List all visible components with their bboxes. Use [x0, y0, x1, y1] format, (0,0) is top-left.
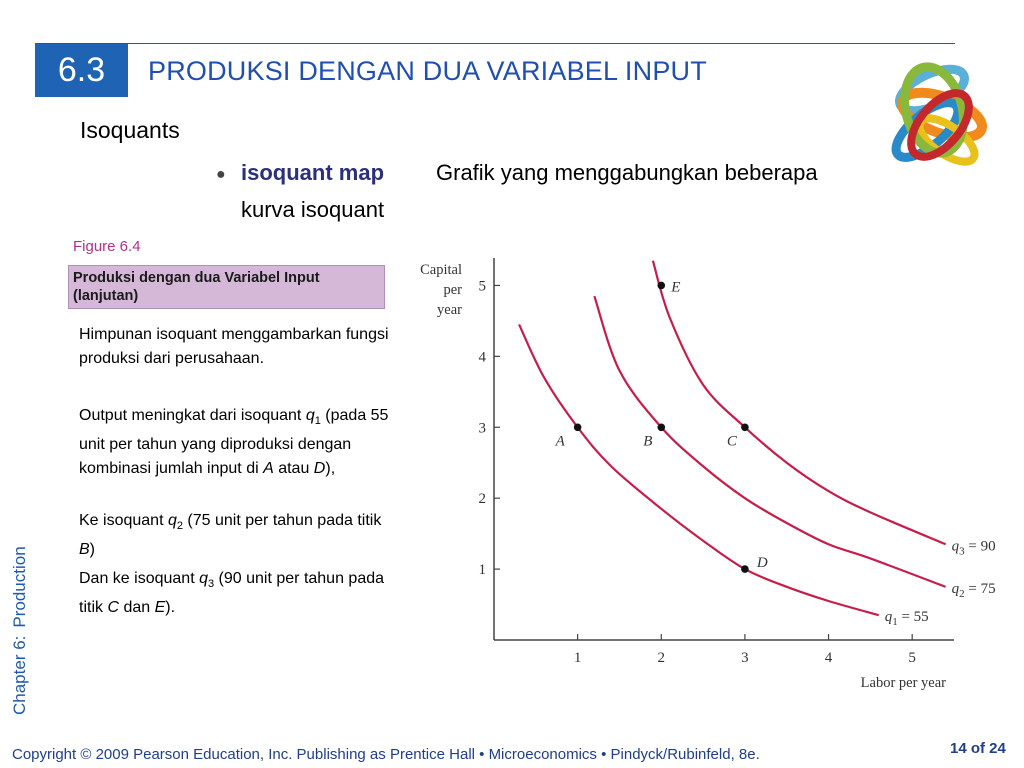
- p2-a: Output meningkat dari isoquant: [79, 407, 306, 424]
- figure-caption-line2: (lanjutan): [73, 288, 139, 304]
- subtitle: Isoquants: [80, 117, 180, 143]
- slide-title: PRODUKSI DENGAN DUA VARIABEL INPUT: [148, 56, 707, 86]
- p3-i1: B: [79, 541, 90, 559]
- figure-caption: [68, 265, 385, 309]
- p2-c: atau: [273, 460, 314, 478]
- y-tick-label: 2: [478, 491, 486, 508]
- chapter-side-label: [10, 546, 30, 715]
- p3-sub: 2: [176, 520, 183, 533]
- bullet-definition-cont: kurva isoquant: [241, 197, 385, 222]
- y-axis-label: year: [437, 302, 462, 318]
- point-label-D: D: [756, 555, 768, 572]
- p4-a: Dan ke isoquant: [79, 570, 200, 587]
- bullet-term: isoquant map: [241, 160, 385, 185]
- curve-label-q2: $q_2 = 75$: [951, 580, 996, 600]
- y-tick-label: 4: [478, 349, 486, 366]
- p4-b: (90 unit per tahun pada titik: [79, 570, 385, 617]
- curve-label-q3: $q_3 = 90$: [951, 538, 996, 558]
- p3-a: Ke isoquant: [79, 512, 168, 529]
- paragraph-2: [79, 404, 389, 481]
- figure-caption-line1: Produksi dengan dua Variabel Input: [73, 270, 320, 286]
- p2-d: ),: [325, 460, 336, 478]
- p2-q: q: [305, 407, 315, 424]
- rings-logo: [872, 45, 1002, 185]
- side-topic: Production: [10, 546, 29, 628]
- footer-copyright: Copyright © 2009 Pearson Education, Inc. Publishing as Prentice Hall • Microeconomics • Pindyck/Rubinfeld, 8e.: [12, 746, 760, 763]
- x-tick-label: 4: [824, 650, 833, 666]
- point-label-C: C: [726, 433, 737, 450]
- point-A: [574, 423, 582, 431]
- x-tick-label: 1: [573, 650, 582, 666]
- isoquant-chart: [400, 250, 996, 691]
- point-E: [657, 282, 665, 290]
- point-B: [657, 423, 665, 431]
- curve-label-q1: $q_1 = 55$: [884, 609, 929, 629]
- point-C: [741, 423, 749, 431]
- p4-i2: E: [154, 599, 166, 617]
- p4-q: q: [199, 570, 208, 587]
- header-rule: [35, 43, 955, 44]
- p4-d: ).: [165, 599, 176, 617]
- point-label-A: A: [555, 433, 565, 450]
- side-chapter: Chapter 6:: [10, 635, 29, 715]
- y-tick-label: 5: [478, 278, 486, 295]
- y-tick-label: 1: [478, 562, 486, 579]
- paragraph-3: [79, 509, 389, 562]
- paragraph-1: [79, 323, 389, 371]
- y-axis-label: per: [443, 282, 462, 298]
- bullet-definition: Grafik yang menggabungkan beberapa: [436, 160, 818, 185]
- point-label-B: B: [643, 433, 653, 450]
- figure-label: Figure 6.4: [73, 238, 141, 255]
- paragraph-4: [79, 567, 389, 620]
- point-D: [741, 565, 749, 573]
- p4-i1: C: [107, 599, 120, 617]
- section-number: 6.3: [35, 44, 128, 97]
- x-tick-label: 3: [741, 650, 749, 666]
- point-label-E: E: [671, 279, 681, 296]
- y-axis-label: Capital: [420, 262, 462, 278]
- page-number: 14 of 24: [950, 740, 1006, 757]
- isoquant-curve-q1: [519, 324, 879, 615]
- p3-b: (75 unit per tahun pada titik: [182, 512, 382, 529]
- x-tick-label: 2: [657, 650, 666, 666]
- p4-sub: 3: [207, 578, 215, 591]
- bullet-icon: ●: [216, 166, 226, 183]
- x-axis-label: Labor per year: [860, 675, 946, 691]
- p2-i1: A: [263, 460, 274, 478]
- p1-text: Himpunan isoquant menggambarkan fungsi produksi dari perusahaan.: [79, 326, 389, 367]
- isoquant-curve-q3: [653, 261, 946, 545]
- y-tick-label: 3: [478, 420, 486, 437]
- x-tick-label: 5: [908, 650, 916, 666]
- p2-i2: D: [313, 460, 326, 478]
- p2-b: (pada 55 unit per tahun yang diproduksi dengan kombinasi jumlah input di: [79, 407, 389, 478]
- p3-q: q: [167, 512, 177, 529]
- p2-sub: 1: [314, 415, 321, 428]
- p4-c: dan: [119, 599, 155, 617]
- p3-c: ): [89, 541, 95, 559]
